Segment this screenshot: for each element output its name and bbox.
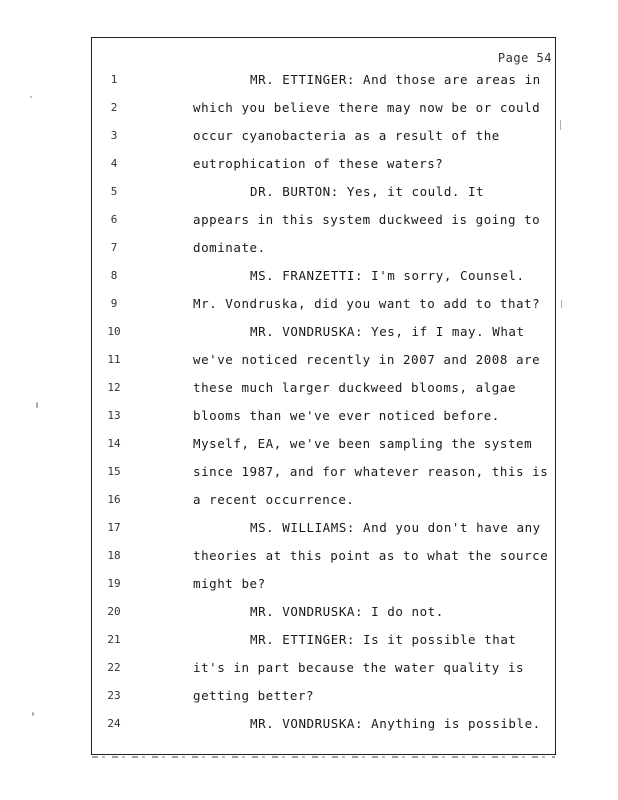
line-text: a recent occurrence. [193, 492, 355, 507]
line-text: getting better? [193, 688, 315, 703]
line-text: which you believe there may now be or could [193, 100, 541, 115]
line-text: eutrophication of these waters? [193, 156, 444, 171]
transcript-line [91, 430, 556, 458]
line-text: dominate. [193, 240, 266, 255]
line-text: MS. WILLIAMS: And you don't have any [250, 520, 541, 535]
line-number: 20 [107, 605, 121, 618]
line-number: 14 [107, 437, 121, 450]
line-number: 7 [110, 241, 118, 254]
line-number: 8 [110, 269, 118, 282]
line-number: 5 [110, 185, 118, 198]
scan-speck [36, 402, 38, 408]
line-text: MR. VONDRUSKA: Anything is possible. [250, 716, 541, 731]
line-text: appears in this system duckweed is going to [193, 212, 541, 227]
line-number: 21 [107, 633, 121, 646]
transcript-line [91, 94, 556, 122]
line-number: 4 [110, 157, 118, 170]
transcript-line [91, 318, 556, 346]
line-number: 3 [110, 129, 118, 142]
page-number: Page 54 [497, 51, 552, 65]
line-number: 12 [107, 381, 121, 394]
transcript-line [91, 514, 556, 542]
line-number: 23 [107, 689, 121, 702]
transcript-line [91, 122, 556, 150]
transcript-line [91, 654, 556, 682]
transcript-line [91, 402, 556, 430]
line-text: since 1987, and for whatever reason, this is [193, 464, 549, 479]
line-number: 15 [107, 465, 121, 478]
transcript-line [91, 290, 556, 318]
line-number: 2 [110, 101, 118, 114]
line-number: 1 [110, 73, 118, 86]
line-number: 9 [110, 297, 118, 310]
transcript-lines [91, 66, 556, 738]
transcript-line [91, 598, 556, 626]
line-text: theories at this point as to what the source [193, 548, 549, 563]
scan-speck [32, 712, 34, 716]
scan-speck [560, 120, 561, 130]
scan-speck [30, 96, 32, 98]
transcript-line [91, 682, 556, 710]
line-text: Mr. Vondruska, did you want to add to that? [193, 296, 541, 311]
line-number: 17 [107, 521, 121, 534]
line-text: it's in part because the water quality is [193, 660, 525, 675]
line-text: might be? [193, 576, 266, 591]
transcript-line [91, 66, 556, 94]
line-number: 13 [107, 409, 121, 422]
transcript-line [91, 374, 556, 402]
line-text: MR. ETTINGER: And those are areas in [250, 72, 541, 87]
transcript-line [91, 150, 556, 178]
line-text: Myself, EA, we've been sampling the system [193, 436, 533, 451]
line-number: 11 [107, 353, 121, 366]
transcript-line [91, 346, 556, 374]
line-text: MS. FRANZETTI: I'm sorry, Counsel. [250, 268, 525, 283]
transcript-line [91, 178, 556, 206]
transcript-line [91, 626, 556, 654]
line-number: 19 [107, 577, 121, 590]
transcript-line [91, 262, 556, 290]
line-text: MR. VONDRUSKA: Yes, if I may. What [250, 324, 525, 339]
transcript-line [91, 570, 556, 598]
line-number: 16 [107, 493, 121, 506]
line-text: we've noticed recently in 2007 and 2008 are [193, 352, 541, 367]
line-number: 10 [107, 325, 121, 338]
transcript-line [91, 710, 556, 738]
line-text: MR. VONDRUSKA: I do not. [250, 604, 444, 619]
line-text: MR. ETTINGER: Is it possible that [250, 632, 517, 647]
line-text: DR. BURTON: Yes, it could. It [250, 184, 485, 199]
line-text: occur cyanobacteria as a result of the [193, 128, 500, 143]
transcript-line [91, 234, 556, 262]
transcript-line [91, 486, 556, 514]
line-number: 24 [107, 717, 121, 730]
transcript-line [91, 206, 556, 234]
line-number: 18 [107, 549, 121, 562]
line-text: these much larger duckweed blooms, algae [193, 380, 517, 395]
line-number: 22 [107, 661, 121, 674]
transcript-line [91, 542, 556, 570]
line-number: 6 [110, 213, 118, 226]
line-text: blooms than we've ever noticed before. [193, 408, 500, 423]
transcript-line [91, 458, 556, 486]
scan-speck [561, 300, 562, 308]
